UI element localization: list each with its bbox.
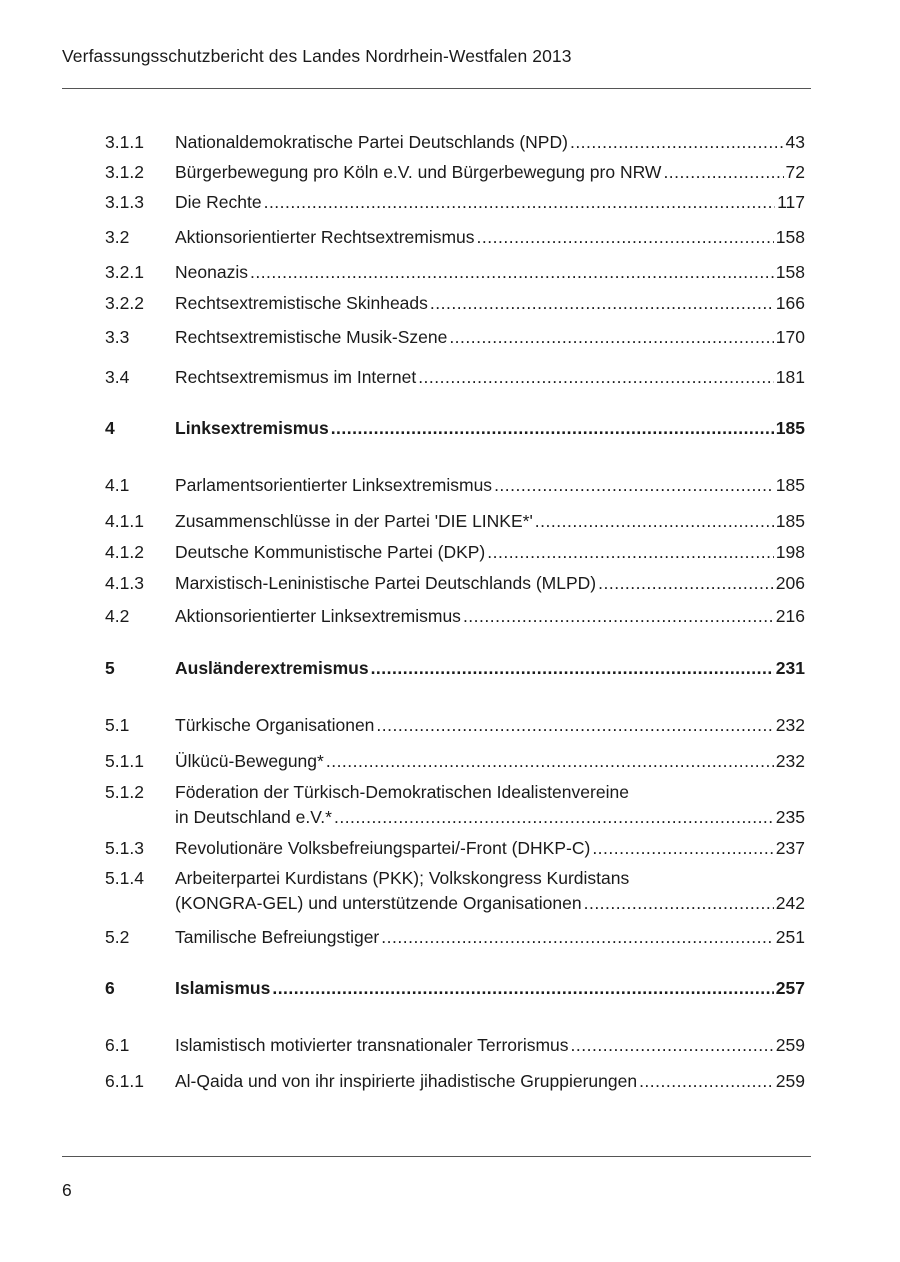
toc-entry-text [175, 1033, 805, 1057]
toc-leader-dots [430, 291, 774, 315]
toc-leader-dots [598, 571, 774, 595]
toc-entry-title: Al-Qaida und von ihr inspirierte jihadistische Gruppierungen [175, 1071, 638, 1091]
toc-entry-text [175, 749, 805, 773]
toc-leader-dots [418, 365, 774, 389]
toc-entry-number: 5.1.1 [105, 751, 144, 771]
toc-entry-page: 206 [775, 573, 805, 593]
toc-entry-text [175, 604, 805, 628]
toc-entry-title: Zusammenschlüsse in der Partei 'DIE LINKE*' [175, 511, 533, 531]
toc-leader-dots [487, 540, 774, 564]
toc-entry-title: Aktionsorientierter Linksextremismus [175, 606, 461, 626]
toc-entry-page: 158 [775, 227, 805, 247]
toc-leader-dots [376, 713, 773, 737]
toc-leader-dots [449, 325, 773, 349]
toc-leader-dots [334, 805, 774, 829]
toc-entry-title: Ülkücü-Bewegung* [175, 751, 324, 771]
toc-entry-number: 3.2 [105, 227, 130, 247]
toc-entry-text [175, 160, 805, 184]
page-number: 6 [62, 1180, 72, 1200]
toc-entry-title: Türkische Organisationen [175, 715, 375, 735]
toc-entry-title: Arbeiterpartei Kurdistans (PKK); Volkskongress Kurdistans [175, 868, 630, 888]
toc-leader-dots [331, 416, 774, 440]
footer-divider [62, 1156, 811, 1157]
toc-leader-dots [592, 836, 773, 860]
toc-entry-page: 198 [775, 542, 805, 562]
toc-entry-text [175, 291, 805, 315]
toc-leader-dots [264, 190, 776, 214]
toc-entry-text [175, 416, 805, 440]
toc-entry-title: Revolutionäre Volksbefreiungspartei/-Front (DHKP-C) [175, 838, 591, 858]
toc-entry-page: 237 [775, 838, 805, 858]
toc-entry-number: 4 [105, 418, 115, 438]
toc-leader-dots [663, 160, 783, 184]
toc-entry-text [175, 836, 805, 860]
toc-entry-number: 3.4 [105, 367, 130, 387]
toc-entry-title: Aktionsorientierter Rechtsextremismus [175, 227, 475, 247]
toc-entry-page: 242 [775, 893, 805, 913]
toc-entry-page: 185 [775, 475, 805, 495]
toc-entry-page: 251 [775, 927, 805, 947]
toc-entry-page: 185 [775, 418, 805, 438]
toc-entry-page: 166 [775, 293, 805, 313]
toc-leader-dots [371, 656, 774, 680]
toc-entry-page: 216 [775, 606, 805, 626]
header-divider [62, 88, 811, 89]
toc-entry-page: 185 [775, 511, 805, 531]
toc-entry-number: 3.1.3 [105, 192, 144, 212]
toc-leader-dots [584, 891, 774, 915]
toc-entry-text [175, 780, 805, 829]
toc-entry-page: 235 [775, 807, 805, 827]
toc-entry-number: 3.3 [105, 327, 130, 347]
toc-entry-page: 170 [775, 327, 805, 347]
toc-entry-text [175, 976, 805, 1000]
toc-entry-number: 5.2 [105, 927, 130, 947]
toc-entry-number: 5 [105, 658, 115, 678]
toc-entry-number: 4.2 [105, 606, 130, 626]
toc-entry-number: 3.1.2 [105, 162, 144, 182]
toc-entry-number: 5.1 [105, 715, 130, 735]
toc-entry-text [175, 260, 805, 284]
toc-leader-dots [535, 509, 774, 533]
toc-entry-title: Bürgerbewegung pro Köln e.V. und Bürgerbewegung pro NRW [175, 162, 662, 182]
toc-entry-title: Rechtsextremistische Skinheads [175, 293, 428, 313]
toc-entry-title: Rechtsextremistische Musik-Szene [175, 327, 448, 347]
toc-entry-text [175, 509, 805, 533]
toc-entry-page: 72 [785, 162, 805, 182]
toc-entry-title: Rechtsextremismus im Internet [175, 367, 417, 387]
toc-entry-text [175, 365, 805, 389]
toc-entry-page: 181 [775, 367, 805, 387]
toc-entry-text [175, 190, 805, 214]
toc-entry-text [175, 1069, 805, 1093]
toc-entry-title: in Deutschland e.V.* [175, 807, 332, 827]
toc-entry-text [175, 225, 805, 249]
toc-entry-title: Föderation der Türkisch-Demokratischen Idealistenvereine [175, 782, 629, 802]
toc-entry-number: 4.1.2 [105, 542, 144, 562]
toc-entry-text [175, 866, 805, 915]
toc-entry-number: 5.1.3 [105, 838, 144, 858]
toc-entry-title: Parlamentsorientierter Linksextremismus [175, 475, 493, 495]
toc-leader-dots [570, 130, 784, 154]
toc-entry-title: Ausländerextremismus [175, 658, 369, 678]
toc-entry-page: 257 [775, 978, 805, 998]
toc-leader-dots [494, 473, 774, 497]
toc-entry-text [175, 325, 805, 349]
toc-entry-text [175, 540, 805, 564]
toc-entry-title: Islamismus [175, 978, 271, 998]
toc-entry-number: 5.1.2 [105, 782, 144, 802]
toc-leader-dots [250, 260, 774, 284]
toc-entry-text [175, 656, 805, 680]
toc-entry-text [175, 925, 805, 949]
toc-entry-title: Marxistisch-Leninistische Partei Deutschlands (MLPD) [175, 573, 597, 593]
toc-entry-number: 5.1.4 [105, 868, 144, 888]
toc-entry-number: 6.1.1 [105, 1071, 144, 1091]
toc-entry-title: Die Rechte [175, 192, 262, 212]
toc-entry-text [175, 473, 805, 497]
toc-entry-number: 3.2.1 [105, 262, 144, 282]
toc-entry-number: 3.2.2 [105, 293, 144, 313]
toc-entry-title: Deutsche Kommunistische Partei (DKP) [175, 542, 486, 562]
toc-entry-title: Neonazis [175, 262, 248, 282]
toc-leader-dots [571, 1033, 774, 1057]
toc-entry-number: 3.1.1 [105, 132, 144, 152]
toc-entry-page: 231 [775, 658, 805, 678]
toc-entry-page: 158 [775, 262, 805, 282]
toc-entry-number: 4.1.1 [105, 511, 144, 531]
toc-leader-dots [326, 749, 774, 773]
toc-entry-page: 117 [777, 192, 805, 212]
toc-entry-number: 6.1 [105, 1035, 130, 1055]
toc-leader-dots [477, 225, 774, 249]
toc-entry-title: (KONGRA-GEL) und unterstützende Organisationen [175, 893, 582, 913]
toc-leader-dots [272, 976, 773, 1000]
toc-entry-number: 4.1 [105, 475, 130, 495]
page-header-title: Verfassungsschutzbericht des Landes Nordrhein-Westfalen 2013 [62, 46, 572, 66]
toc-entry-title: Tamilische Befreiungstiger [175, 927, 380, 947]
toc-entry-title: Linksextremismus [175, 418, 329, 438]
toc-entry-title: Nationaldemokratische Partei Deutschlands (NPD) [175, 132, 568, 152]
toc-entry-text [175, 130, 805, 154]
toc-entry-page: 232 [775, 715, 805, 735]
toc-entry-number: 4.1.3 [105, 573, 144, 593]
toc-entry-title: Islamistisch motivierter transnationaler Terrorismus [175, 1035, 569, 1055]
toc-entry-page: 232 [775, 751, 805, 771]
toc-entry-page: 43 [785, 132, 805, 152]
toc-entry-page: 259 [775, 1071, 805, 1091]
toc-entry-page: 259 [775, 1035, 805, 1055]
toc-entry-text [175, 713, 805, 737]
toc-leader-dots [381, 925, 774, 949]
toc-entry-number: 6 [105, 978, 115, 998]
toc-entry-text [175, 571, 805, 595]
toc-leader-dots [463, 604, 774, 628]
toc-leader-dots [639, 1069, 774, 1093]
